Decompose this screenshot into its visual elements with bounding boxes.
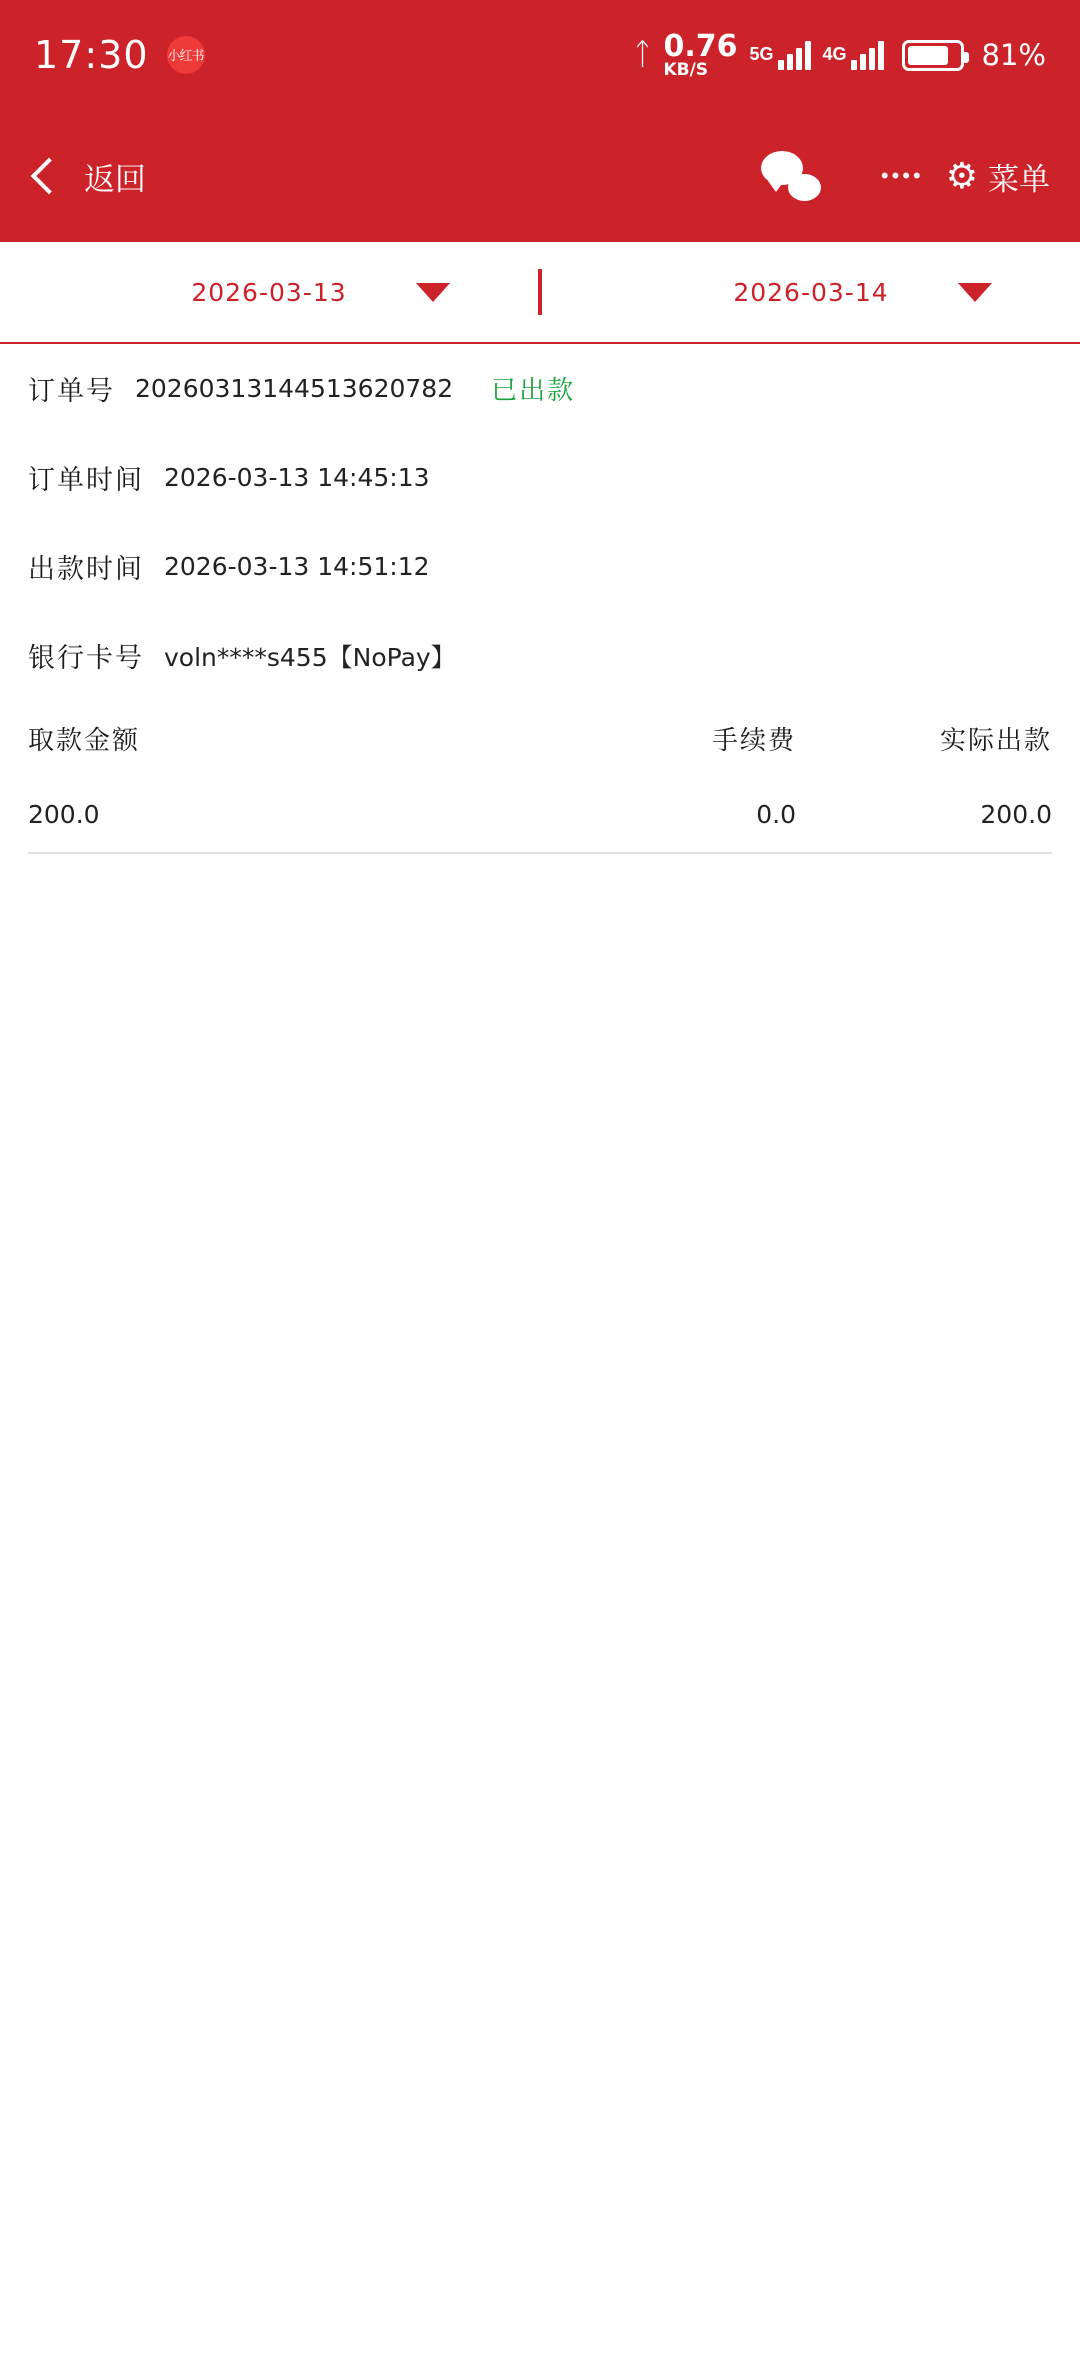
gear-icon: ⚙ — [945, 155, 978, 196]
status-badge: 已出款 — [491, 375, 576, 405]
value-withdraw-amount: 200.0 — [28, 799, 100, 829]
order-time-value: 2026-03-13 14:45:13 — [164, 463, 430, 492]
battery-percent: 81% — [981, 38, 1046, 72]
status-time: 17:30 — [34, 33, 149, 77]
order-time-row — [28, 433, 1052, 522]
status-bar — [0, 0, 1080, 110]
bank-card-row — [28, 611, 1052, 700]
header-withdraw-amount: 取款金额 — [28, 724, 141, 755]
end-date-selector[interactable] — [542, 242, 1080, 342]
order-no-label: 订单号 — [28, 376, 115, 406]
order-detail — [0, 344, 1080, 854]
app-notification-badge-icon: 小红书 — [167, 36, 205, 74]
signal-1 — [750, 40, 811, 70]
app-bar — [0, 110, 1080, 242]
bluetooth-icon: ᛏ — [633, 38, 652, 71]
signal-1-label: 5G — [749, 44, 774, 64]
status-bar-right — [633, 28, 1046, 80]
chevron-down-icon — [958, 283, 992, 302]
date-filter-bar — [0, 242, 1080, 344]
signal-2 — [823, 40, 884, 70]
header-fee: 手续费 — [711, 724, 796, 755]
signal-2-label: 4G — [822, 44, 847, 64]
network-speed-value: 0.76 — [663, 28, 738, 64]
payout-time-label: 出款时间 — [28, 554, 144, 584]
bank-card-label: 银行卡号 — [28, 643, 144, 673]
amount-table-header — [28, 700, 1052, 776]
more-options-icon[interactable]: •••• — [880, 163, 924, 188]
chevron-down-icon — [416, 283, 450, 302]
start-date-selector[interactable] — [0, 242, 538, 342]
value-fee: 0.0 — [756, 799, 796, 829]
end-date-value: 2026-03-14 — [733, 277, 889, 307]
start-date-value: 2026-03-13 — [191, 277, 347, 307]
back-button-label: 返回 — [84, 161, 146, 197]
bank-card-value: voln****s455【NoPay】 — [164, 642, 456, 672]
payout-time-row — [28, 522, 1052, 611]
order-no-value: 20260313144513620782 — [135, 374, 454, 403]
network-speed-unit: KB/S — [663, 59, 709, 80]
table-row — [28, 776, 1052, 854]
back-button[interactable] — [30, 154, 146, 199]
signal-2-bars-icon — [851, 40, 884, 70]
battery-icon — [902, 40, 964, 71]
wechat-icon[interactable] — [761, 151, 821, 201]
menu-button-label: 菜单 — [988, 161, 1050, 197]
order-no-row — [28, 344, 1052, 433]
chevron-left-icon — [31, 158, 68, 195]
value-actual-payout: 200.0 — [980, 799, 1052, 829]
payout-time-value: 2026-03-13 14:51:12 — [164, 552, 430, 581]
order-time-label: 订单时间 — [28, 465, 144, 495]
network-speed — [663, 28, 738, 80]
header-actual-payout: 实际出款 — [939, 724, 1052, 755]
menu-button[interactable] — [946, 154, 1050, 199]
signal-1-bars-icon — [778, 40, 811, 70]
status-bar-left — [34, 33, 205, 77]
